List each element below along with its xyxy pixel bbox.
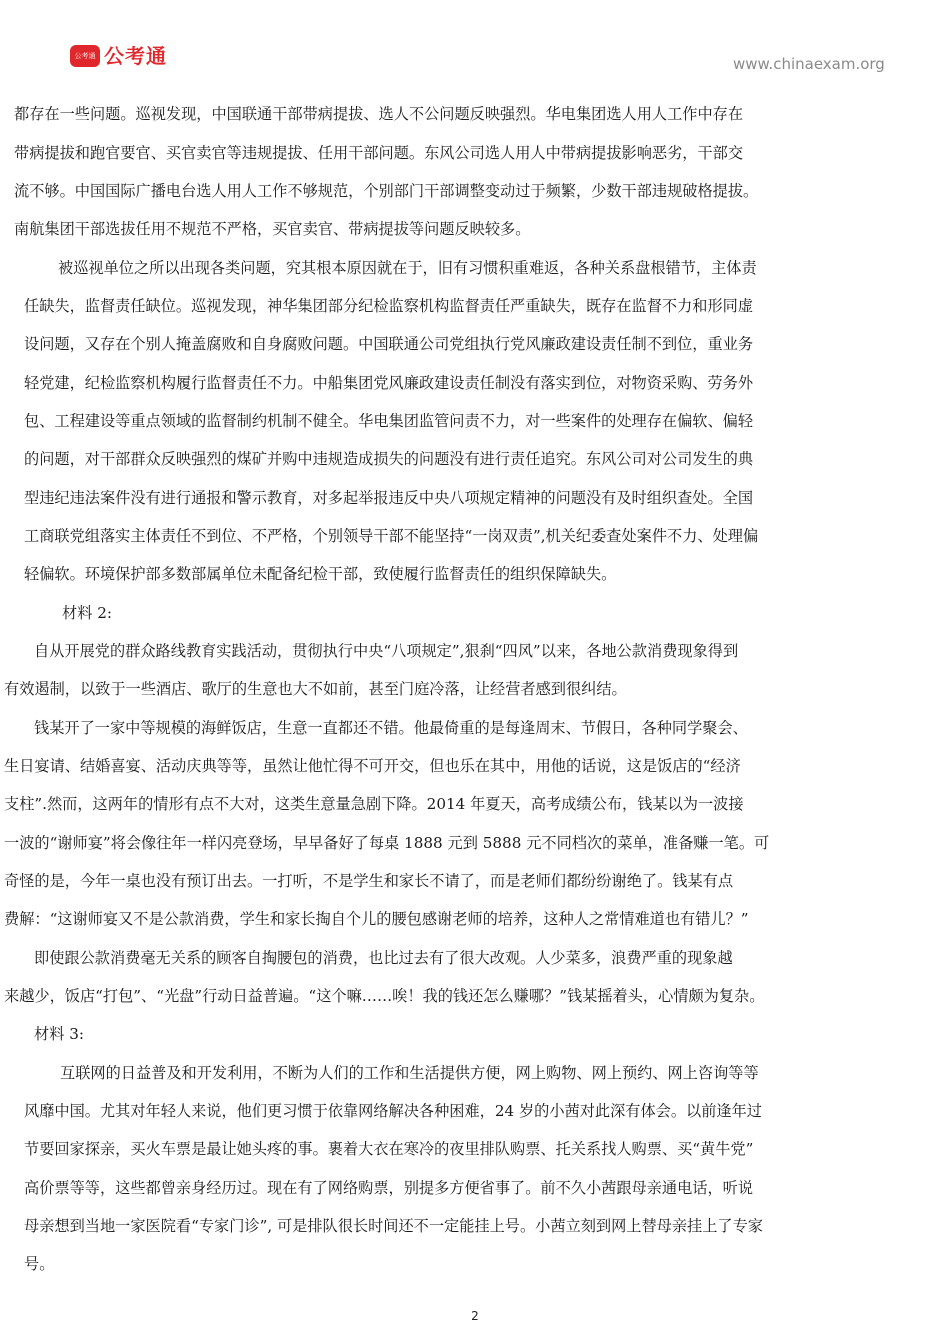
body-line: 费解：“这谢师宴又不是公款消费，学生和家长掏自个儿的腰包感谢老师的培养，这种人之常情难道也有错儿？”: [4, 910, 749, 928]
body-line: 带病提拔和跑官要官、买官卖官等违规提拔、任用干部问题。东风公司选人用人中带病提拔影响恶劣，干部交: [14, 144, 743, 162]
body-line: 任缺失，监督责任缺位。巡视发现，神华集团部分纪检监察机构监督责任严重缺失，既存在监督不力和形同虚: [24, 297, 753, 315]
body-line: 有效遏制，以致于一些酒店、歌厅的生意也大不如前，甚至门庭冷落，让经营者感到很纠结。: [4, 680, 627, 698]
body-line: 南航集团干部选拔任用不规范不严格，买官卖官、带病提拔等问题反映较多。: [14, 220, 531, 238]
section-heading: 材料 2:: [62, 604, 112, 622]
body-line: 流不够。中国国际广播电台选人用人工作不够规范，个别部门干部调整变动过于频繁，少数干部违规破格提拔。: [14, 182, 759, 200]
body-line: 包、工程建设等重点领域的监督制约机制不健全。华电集团监管问责不力，对一些案件的处理存在偏软、偏轻: [24, 412, 753, 430]
body-line: 奇怪的是，今年一桌也没有预订出去。一打听，不是学生和家长不请了，而是老师们都纷纷谢绝了。钱某有点: [4, 872, 733, 890]
logo-text: 公考通: [104, 44, 167, 68]
body-line: 支柱”.然而，这两年的情形有点不大对，这类生意量急剧下降。2014 年夏天，高考成绩公布，钱某以为一波接: [4, 795, 744, 813]
section-heading: 材料 3:: [34, 1025, 84, 1043]
body-line: 都存在一些问题。巡视发现，中国联通干部带病提拔、选人不公问题反映强烈。华电集团选人用人工作中存在: [14, 105, 743, 123]
body-line: 一波的“谢师宴”将会像往年一样闪亮登场，早早备好了每桌 1888 元到 5888 元不同档次的菜单，准备赚一笔。可: [4, 834, 770, 852]
logo-badge-icon: 公考通: [70, 45, 100, 67]
body-line: 自从开展党的群众路线教育实践活动，贯彻执行中央“八项规定”,狠刹“四风”以来，各地公款消费现象得到: [34, 642, 739, 660]
body-line: 被巡视单位之所以出现各类问题，究其根本原因就在于，旧有习惯积重难返，各种关系盘根错节，主体责: [58, 259, 757, 277]
body-line: 高价票等等，这些都曾亲身经历过。现在有了网络购票，别提多方便省事了。前不久小茜跟母亲通电话，听说: [24, 1179, 753, 1197]
body-line: 号。: [24, 1255, 55, 1273]
page-number: 2: [471, 1309, 479, 1323]
body-line: 轻党建，纪检监察机构履行监督责任不力。中船集团党风廉政建设责任制没有落实到位，对物资采购、劳务外: [24, 374, 753, 392]
body-line: 生日宴请、结婚喜宴、活动庆典等等，虽然让他忙得不可开交，但也乐在其中，用他的话说，这是饭店的“经济: [4, 757, 741, 775]
body-line: 互联网的日益普及和开发利用，不断为人们的工作和生活提供方便，网上购物、网上预约、网上咨询等等: [60, 1064, 759, 1082]
body-line: 即使跟公款消费毫无关系的顾客自掏腰包的消费，也比过去有了很大改观。人少菜多，浪费严重的现象越: [34, 949, 733, 967]
body-line: 钱某开了一家中等规模的海鲜饭店，生意一直都还不错。他最倚重的是每逢周末、节假日，各种同学聚会、: [34, 719, 748, 737]
body-line: 轻偏软。环境保护部多数部属单位未配备纪检干部，致使履行监督责任的组织保障缺失。: [24, 565, 617, 583]
body-line: 型违纪违法案件没有进行通报和警示教育，对多起举报违反中央八项规定精神的问题没有及时组织查处。全国: [24, 489, 753, 507]
body-line: 节要回家探亲，买火车票是最让她头疼的事。裹着大衣在寒冷的夜里排队购票、托关系找人购票、买“黄牛党”: [24, 1140, 754, 1158]
body-line: 母亲想到当地一家医院看“专家门诊”, 可是排队很长时间还不一定能挂上号。小茜立刻到网上替母亲挂上了专家: [24, 1217, 763, 1235]
body-line: 的问题，对干部群众反映强烈的煤矿并购中违规造成损失的问题没有进行责任追究。东风公司对公司发生的典: [24, 450, 753, 468]
body-line: 设问题，又存在个别人掩盖腐败和自身腐败问题。中国联通公司党组执行党风廉政建设责任制不到位，重业务: [24, 335, 753, 353]
site-url: www.chinaexam.org: [733, 55, 885, 73]
body-line: 来越少，饭店“打包”、“光盘”行动日益普遍。“这个嘛……唉！我的钱还怎么赚哪？”钱某摇着头，心情颇为复杂。: [4, 987, 765, 1005]
logo: [70, 44, 167, 68]
body-line: 工商联党组落实主体责任不到位、不严格，个别领导干部不能坚持“一岗双责”,机关纪委查处案件不力、处理偏: [24, 527, 759, 545]
body-line: 风靡中国。尤其对年轻人来说，他们更习惯于依靠网络解决各种困难，24 岁的小茜对此深有体会。以前逢年过: [24, 1102, 762, 1120]
